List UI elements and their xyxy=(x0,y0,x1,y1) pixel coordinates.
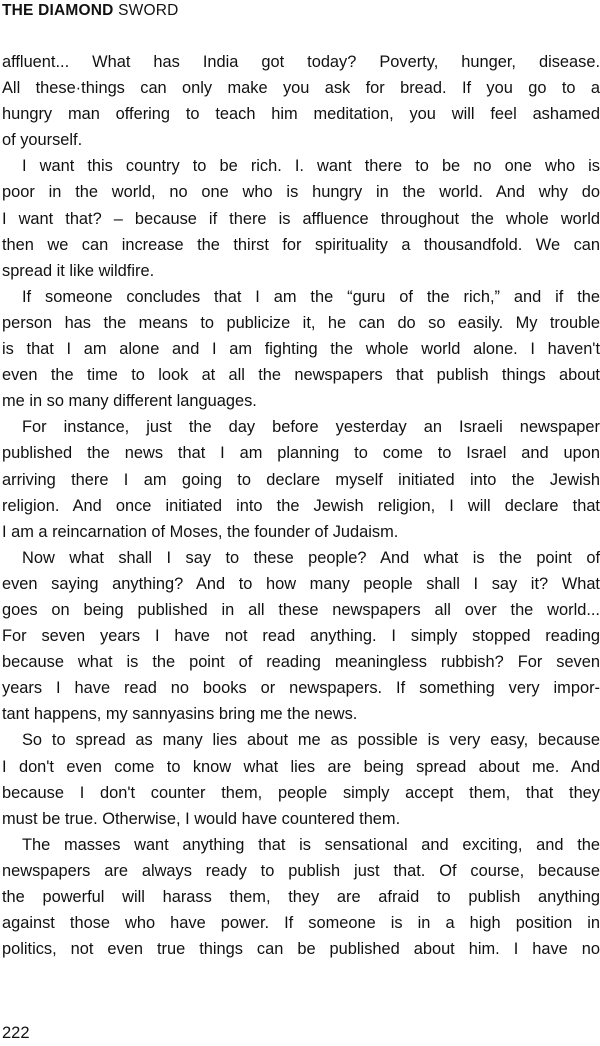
text-line: newspapers are always ready to publish just that. Of course, because xyxy=(2,861,600,880)
text-line: affluent... What has India got today? Poverty, hunger, disease. xyxy=(2,53,600,71)
text-line: published the news that I am planning to come to Israel and upon xyxy=(2,444,600,463)
text-line: years I have read no books or newspapers. If something very impor- xyxy=(2,679,600,698)
text-line: hungry man offering to teach him meditation, you will feel ashamed xyxy=(2,105,600,124)
text-line: So to spread as many lies about me as possible is very easy, because xyxy=(22,731,600,750)
text-line: because what is the point of reading meaningless rubbish? For seven xyxy=(2,653,600,672)
text-line: against those who have power. If someone is in a high position in xyxy=(2,914,600,933)
page-number: 222 xyxy=(2,1024,30,1042)
running-head-title-bold: THE DIAMOND xyxy=(2,2,114,19)
text-line: of yourself. xyxy=(2,131,83,150)
text-line: I want that? – because if there is affluence throughout the whole world xyxy=(2,209,600,228)
text-line: If someone concludes that I am the “guru of the rich,” and if the xyxy=(22,287,600,306)
text-line: person has the means to publicize it, he can do so easily. My trouble xyxy=(2,313,600,332)
body-text xyxy=(2,49,600,962)
text-line: even the time to look at all the newspapers that publish things about xyxy=(2,366,600,385)
running-head xyxy=(2,1,179,21)
text-line: The masses want anything that is sensational and exciting, and the xyxy=(22,835,600,854)
text-line: All these·things can only make you ask for bread. If you go to a xyxy=(2,79,600,98)
text-line: the powerful will harass them, they are afraid to publish anything xyxy=(2,888,600,906)
text-line: because I don't counter them, people simply accept them, that they xyxy=(2,783,600,802)
text-line: must be true. Otherwise, I would have countered them. xyxy=(2,809,401,828)
text-line: even saying anything? And to how many people shall I say it? What xyxy=(2,574,600,593)
text-line: I don't even come to know what lies are being spread about me. And xyxy=(2,757,600,776)
text-line: For seven years I have not read anything. I simply stopped reading xyxy=(2,627,600,646)
running-head-title-light: SWORD xyxy=(118,2,179,19)
text-line: is that I am alone and I am fighting the whole world alone. I haven't xyxy=(2,340,600,359)
text-line: spread it like wildfire. xyxy=(2,261,155,280)
text-line: I am a reincarnation of Moses, the founder of Judaism. xyxy=(2,522,399,541)
text-line: then we can increase the thirst for spirituality a thousandfold. We can xyxy=(2,235,600,254)
text-line: goes on being published in all these newspapers all over the world... xyxy=(2,600,600,619)
text-line: I want this country to be rich. I. want there to be no one who is xyxy=(22,157,600,176)
text-line: religion. And once initiated into the Jewish religion, I will declare that xyxy=(2,496,600,515)
text-line: me in so many different languages. xyxy=(2,392,257,411)
text-line: Now what shall I say to these people? And what is the point of xyxy=(22,548,600,567)
text-line: politics, not even true things can be published about him. I have no xyxy=(2,940,600,959)
text-line: arriving there I am going to declare myself initiated into the Jewish xyxy=(2,470,600,489)
text-line: tant happens, my sannyasins bring me the news. xyxy=(2,705,358,724)
text-line: For instance, just the day before yesterday an Israeli newspaper xyxy=(22,418,600,437)
text-line: poor in the world, no one who is hungry in the world. And why do xyxy=(2,183,600,202)
